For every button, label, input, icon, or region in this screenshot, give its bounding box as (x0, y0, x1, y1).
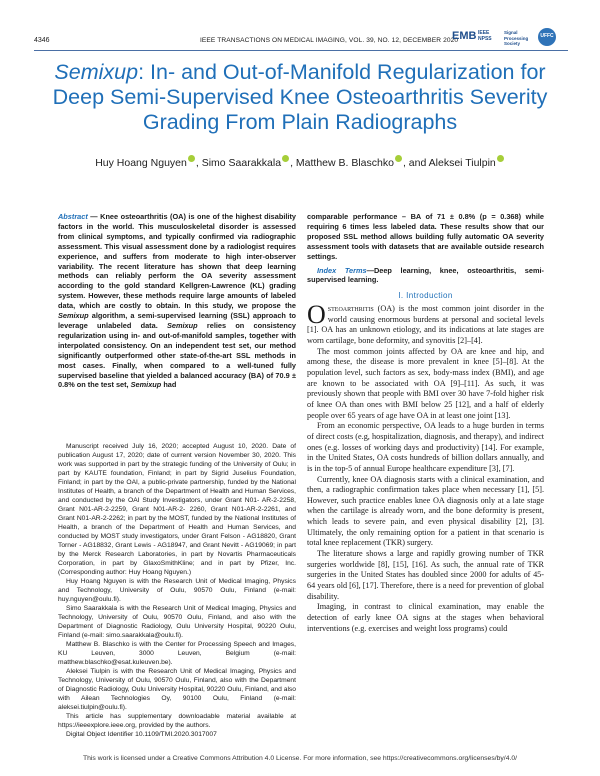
semixup-term: Semixup (130, 380, 162, 390)
license-notice: This work is licensed under a Creative Commons Attribution 4.0 License. For more information, see https://creativecommons.org/licenses/by/4.0/ (82, 755, 518, 762)
footnote-funding: Manuscript received July 16, 2020; accepted August 10, 2020. Date of publication August 17, 2020; date of current version November 30, 2020. This work was supported in part by the strategic funding of the University of Oulu; in part by KAUTE foundation, Finland; in part by Sigrid Juselius Foundation, Finland; in part by the OAI, a public-private partnership, funded by the National Institutes of Health, a branch of the Department of Health and Human Services, and conducted by the OAI Study Investigators, under Grant N01- AR-2-2258, Grant N01-AR-2-2259, Grant N01-AR-2- 2260, Grant N01-AR-2-2261, and Grant N01-AR-2-2262; in part by the MOST, funded by the National Institutes of Health, a branch of the Department of Health and Human Services, and conducted by MOST study investigators, under Grant Felson - AG18820, Grant Torner - AG18832, Grant Lewis - AG18947, and Grant Nevitt - AG19069; in part by the Merck Research Laboratories, in part by Novartis Pharmaceuticals Corporation, in part by GlaxoSmithKline; and in part by Pfizer, Inc. (Corresponding author: Huy Hoang Nguyen.) (58, 443, 296, 576)
orcid-icon[interactable] (395, 155, 402, 162)
author-2: Simo Saarakkala (201, 157, 282, 169)
abstract-part1: Knee osteoarthritis (OA) is one of the highest disability factors in the world. This musculoskeletal disorder is assessed from clinical symptoms, and typically confirmed via radiographic assessment. This visual assessment done by a radiologist requires experience, and suffers from moderate to high inter-observer variability. The recent literature has shown that deep learning methods can reliably perform the OA severity assessment according to the gold standard Kellgren-Lawrence (KL) grading system. However, these methods require large amounts of labeled data, which are costly to obtain. In this study, we propose the (58, 212, 296, 311)
section-heading: I. Introduction (398, 291, 453, 300)
title-rest: : In- and Out-of-Manifold Regularization for Deep Semi-Supervised Knee Osteoarthritis Severity Grading From Plain Radiographs (52, 60, 548, 134)
footnote-affiliation: Huy Hoang Nguyen is with the Research Unit of Medical Imaging, Physics and Technology, University of Oulu, 90570 Oulu, Finland (e-mail: huy.nguyen@oulu.fi). (58, 578, 296, 603)
abstract-part2: algorithm, a semi-supervised learning (SSL) approach to leverage unlabeled data. (58, 311, 296, 330)
paragraph: Currently, knee OA diagnosis starts with a clinical examination, and then, a radiographic confirmation takes place when necessary [1], [5]. However, such practice enables knee OA diagnosis only at a late stage when the cartilage is already worn, and the bone deformity is present, which leads to severe pain, and even physical disability [2], [3]. Ultimately, the only remaining option for a patient in that scenario is total knee replacement (TKR) surgery. (307, 474, 544, 548)
author-list: Huy Hoang Nguyen , Simo Saarakkala , Matthew B. Blaschko , and Aleksei Tiulpin (40, 155, 560, 169)
paper-title (40, 60, 560, 135)
author-3: Matthew B. Blaschko (295, 157, 394, 169)
header-rule (34, 50, 568, 51)
title-emph: Semixup (54, 60, 139, 84)
paragraph: The most common joints affected by OA are knee and hip, and among these, the disease is more prevalent in knee [5]–[8]. At the population level, such factors as sex, body-mass index (BMI), and age are known to be associated with OA [9]–[11]. As such, it was previously shown that people with BMI over 30 have 7-fold higher risk of knee OA than ones with BMI below 25 [12], and a half of elderly people over 65 years of age have OA in at least one joint [13]. (307, 346, 544, 420)
footnote-supplementary: This article has supplementary downloadable material available at https://ieeexplore.ieee.org, provided by the authors. (58, 713, 296, 729)
running-head: IEEE TRANSACTIONS ON MEDICAL IMAGING, VOL. 39, NO. 12, DECEMBER 2020 (200, 37, 459, 44)
abstract-left (58, 212, 296, 390)
footnote-affiliation: Simo Saarakkala is with the Research Unit of Medical Imaging, Physics and Technology, University of Oulu, 90570 Oulu, Finland, and also with the Department of Diagnostic Radiology, Oulu University Hospital, 90220 Oulu, Finland (e-mail: simo.saarakkala@oulu.fi). (58, 605, 296, 639)
index-terms-text: —Deep learning, knee, osteoarthritis, semi-supervised learning. (307, 265, 544, 285)
footnotes (58, 442, 296, 739)
uffc-logo-text: UFFC (540, 33, 554, 39)
abstract-right (307, 212, 544, 285)
orcid-icon[interactable] (497, 155, 504, 162)
signal-processing-logo: Signal Processing Society (504, 30, 529, 46)
author-1: Huy Hoang Nguyen (95, 157, 187, 169)
dropcap: O (307, 300, 326, 329)
footnote-doi: Digital Object Identifier 10.1109/TMI.2020.3017007 (66, 731, 217, 738)
paragraph: Imaging, in contrast to clinical examination, may enable the detection of early knee OA signs at the stages when behavioral interventions (e.g. exercises and weight loss programs) could (307, 602, 544, 633)
paragraph-text: (OA) is the most common joint disorder in the world causing enormous burdens at personal and societal levels [1]. OA has an unknown etiology, and its indications at late stages are worn cartilage, bone deformity, and synovitis [2]–[4]. (307, 304, 544, 345)
index-terms (307, 266, 544, 286)
index-terms-label: Index Terms (317, 265, 367, 275)
abstract-dash: — (87, 212, 101, 221)
first-word-caps: steoarthritis (327, 304, 374, 313)
introduction-body (307, 300, 544, 634)
footnote-affiliation: Aleksei Tiulpin is with the Research Unit of Medical Imaging, Physics and Technology, University of Oulu, 90570 Oulu, Finland, also with the Department of Diagnostic Radiology, Oulu University Hospital, 90220 Oulu, Finland, and also with Ailean Technologies Oy, 90100 Oulu, Finland (e-mail: aleksei.tiulpin@oulu.fi). (58, 668, 296, 711)
orcid-icon[interactable] (282, 155, 289, 162)
abstract-label: Abstract (58, 212, 88, 221)
footnote-affiliation: Matthew B. Blaschko is with the Center for Processing Speech and Images, KU Leuven, 3000 Leuven, Belgium (e-mail: matthew.blaschko@esat.kuleuven.be). (58, 641, 296, 666)
page-number: 4346 (34, 37, 50, 44)
paragraph: The literature shows a large and rapidly growing number of TKR surgeries worldwide [8], [15], [16]. As such, the annual rate of TKR surgeries in the United States has doubled since 2000 for adults of 45-64 years old [6], [17]. Therefore, there is a need for prevention of global disability. (307, 549, 544, 601)
npss-logo: IEEE NPSS (478, 30, 492, 42)
abstract-part4: had (163, 380, 177, 390)
orcid-icon[interactable] (188, 155, 195, 162)
paragraph (307, 300, 544, 347)
semixup-term: Semixup (167, 320, 198, 330)
author-4: and Aleksei Tiulpin (408, 157, 496, 169)
abstract-continuation: comparable performance – BA of 71 ± 0.8% (p = 0.368) while requiring 6 times less labeled data. These results show that our proposed SSL method allows building fully automatic OA severity assessment tools with datasets that are available outside research settings. (307, 212, 544, 261)
emb-logo: EMB (452, 30, 477, 42)
abstract-part3: relies on consistency regularization using in- and out-of-manifold samples, together with interpolated consistency. On an independent test set, our method significantly outperformed other state-of-the-art SSL methods in most cases. Finally, when compared to a well-tuned fully supervised baseline that yielded a balanced accuracy (BA) of 70.9 ± 0.8% on the test set, (58, 320, 296, 390)
semixup-term: Semixup (58, 311, 89, 321)
paragraph: From an economic perspective, OA leads to a huge burden in terms of direct costs (e.g, hospitalization, diagnosis, and therapy), and indirect ones (e.g. losses of working days and productivity) [14]. For example, in the United States, OA costs hundreds of billion dollars annually, and is in the top-5 of annual Europe healthcare expenditure [3], [7]. (307, 421, 544, 473)
